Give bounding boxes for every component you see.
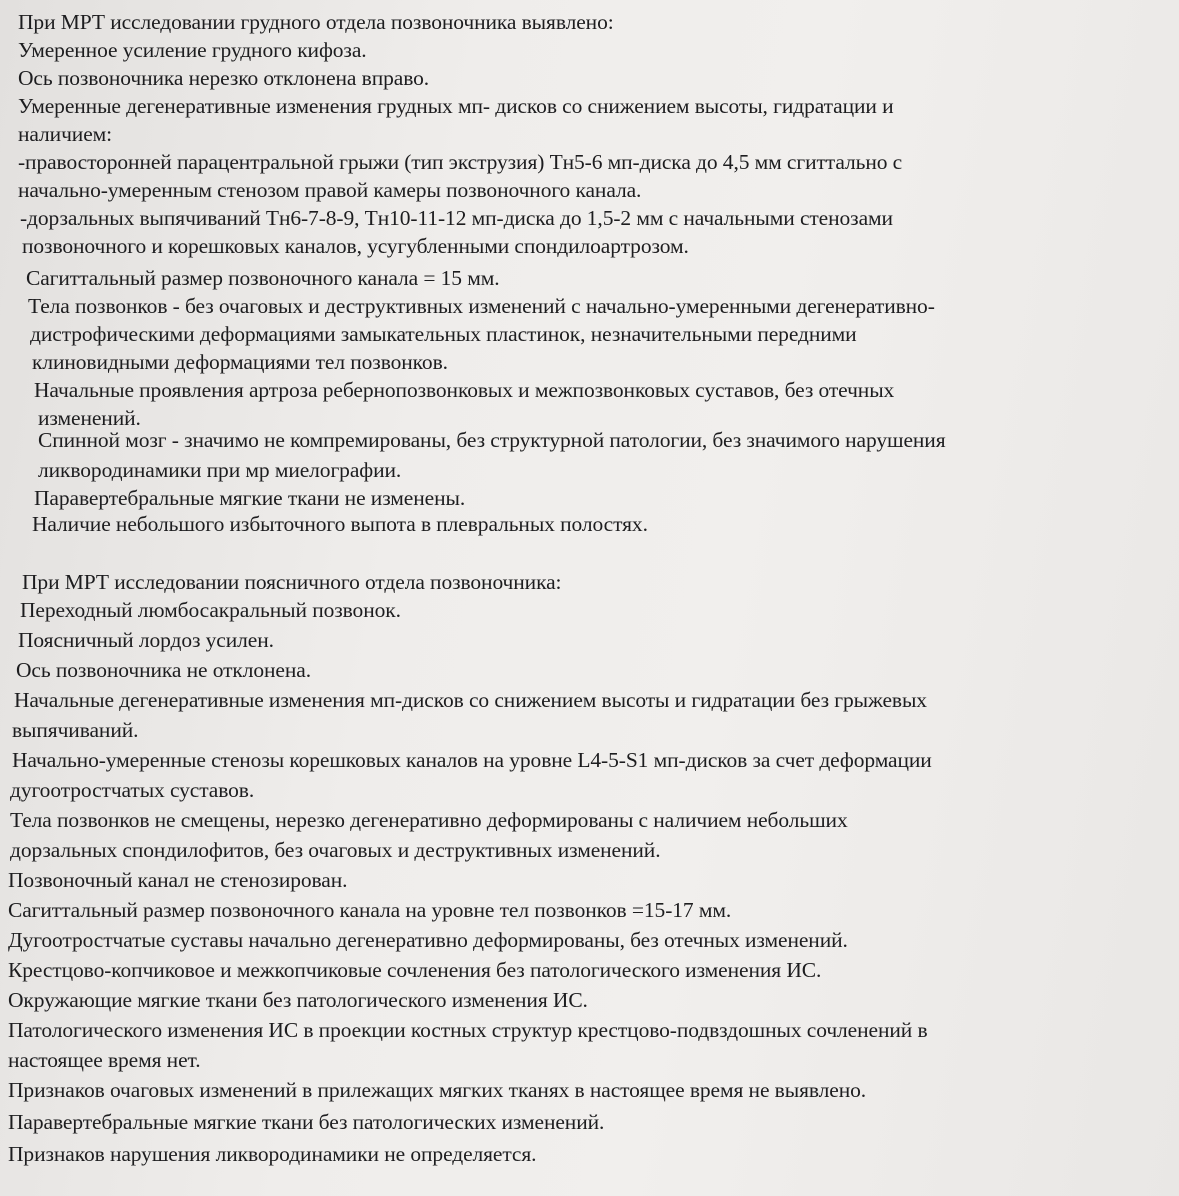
report-line: Поясничный лордоз усилен. [18, 628, 274, 652]
report-line: Ось позвоночника нерезко отклонена вправо. [18, 66, 430, 90]
report-line: Начальные дегенеративные изменения мп-дисков со снижением высоты и гидратации без грыжевых [14, 688, 927, 712]
report-line: дистрофическими деформациями замыкательных пластинок, незначительными передними [30, 322, 857, 346]
report-line: -правосторонней парацентральной грыжи (тип экструзия) Тн5-6 мп-диска до 4,5 мм сгиттально с [18, 150, 903, 174]
report-line: Начальные проявления артроза ребернопозвонковых и межпозвонковых суставов, без отечных [34, 378, 895, 402]
report-line: Признаков нарушения ликвородинамики не определяется. [8, 1142, 537, 1166]
report-line: Тела позвонков не смещены, нерезко дегенеративно деформированы с наличием небольших [10, 808, 848, 832]
report-line: выпячиваний. [12, 718, 139, 742]
report-line: изменений. [38, 406, 141, 430]
report-line: Наличие небольшого избыточного выпота в плевральных полостях. [32, 512, 648, 536]
report-line: Патологического изменения ИС в проекции костных структур крестцово-подвздошных сочленений в [8, 1018, 928, 1042]
report-line: дорзальных спондилофитов, без очаговых и деструктивных изменений. [10, 838, 661, 862]
report-line: Сагиттальный размер позвоночного канала = 15 мм. [26, 266, 500, 290]
report-line: Дугоотростчатые суставы начально дегенеративно деформированы, без отечных изменений. [8, 928, 848, 952]
report-line: Умеренное усиление грудного кифоза. [18, 38, 367, 62]
report-line: настоящее время нет. [8, 1048, 201, 1072]
report-line: ликвородинамики при мр миелографии. [38, 458, 402, 482]
report-line: начально-умеренным стенозом правой камеры позвоночного канала. [18, 178, 642, 202]
thoracic-heading: При МРТ исследовании грудного отдела позвоночника выявлено: [18, 10, 614, 34]
report-line: -дорзальных выпячиваний Тн6-7-8-9, Тн10-11-12 мп-диска до 1,5-2 мм с начальными стенозами [20, 206, 893, 230]
lumbar-heading: При МРТ исследовании поясничного отдела позвоночника: [22, 570, 562, 594]
report-line: Умеренные дегенеративные изменения грудных мп- дисков со снижением высоты, гидратации и [18, 94, 894, 118]
report-line: Паравертебральные мягкие ткани без патологических изменений. [8, 1110, 605, 1134]
report-line: дугоотростчатых суставов. [10, 778, 255, 802]
report-line: Ось позвоночника не отклонена. [16, 658, 311, 682]
report-line: позвоночного и корешковых каналов, усугубленными спондилоартрозом. [22, 234, 689, 258]
report-line: Паравертебральные мягкие ткани не изменены. [34, 486, 466, 510]
report-line: Позвоночный канал не стенозирован. [8, 868, 348, 892]
report-line: наличием: [18, 122, 113, 146]
report-line: Тела позвонков - без очаговых и деструктивных изменений с начально-умеренными дегенеративно- [28, 294, 935, 318]
report-line: Крестцово-копчиковое и межкопчиковые сочленения без патологического изменения ИС. [8, 958, 822, 982]
report-line: клиновидными деформациями тел позвонков. [32, 350, 448, 374]
report-line: Спинной мозг - значимо не компремированы, без структурной патологии, без значимого нарушения [38, 428, 946, 452]
report-line: Окружающие мягкие ткани без патологического изменения ИС. [8, 988, 588, 1012]
report-line: Сагиттальный размер позвоночного канала на уровне тел позвонков =15-17 мм. [8, 898, 732, 922]
report-line: Признаков очаговых изменений в прилежащих мягких тканях в настоящее время не выявлено. [8, 1078, 867, 1102]
report-line: Начально-умеренные стенозы корешковых каналов на уровне L4-5-S1 мп-дисков за счет деформации [12, 748, 932, 772]
report-line: Переходный люмбосакральный позвонок. [20, 598, 401, 622]
